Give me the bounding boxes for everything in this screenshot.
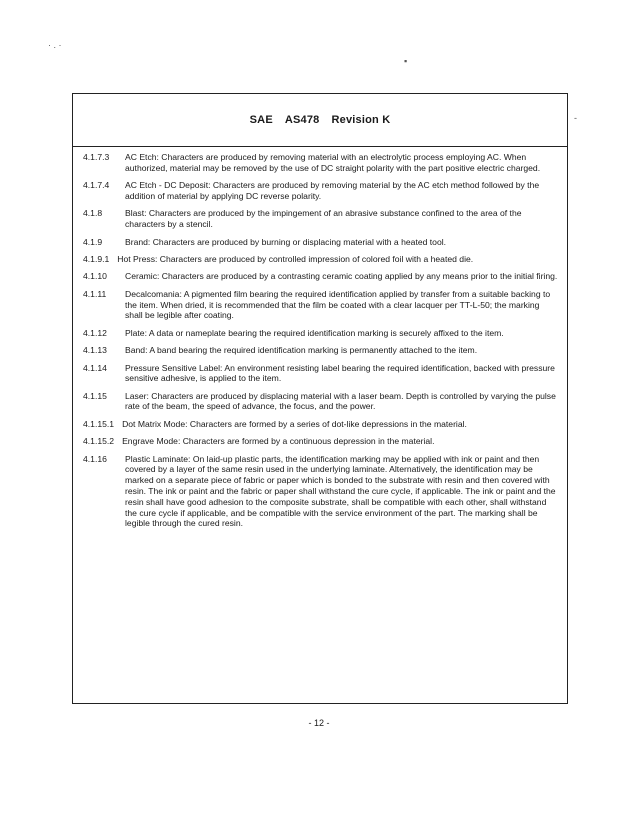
section-text: AC Etch - DC Deposit: Characters are produced by removing material by the AC etch method followed by the addition of material by applying DC reverse polarity. <box>125 180 540 201</box>
revision-label: Revision K <box>331 114 391 126</box>
section-list <box>83 152 559 536</box>
section-text: Decalcomania: A pigmented film bearing the required identification applied by transfer from a suitable backing to the item. When dried, it is recommended that the film be coated with a clear lacquer per TT-L-50; the marking shall be legible after coating. <box>125 288 551 321</box>
section-text: Engrave Mode: Characters are formed by a continuous depression in the material. <box>122 436 435 447</box>
section-number: 4.1.11 <box>83 288 107 299</box>
section-number: 4.1.14 <box>83 362 107 373</box>
section-4-1-10 <box>83 271 559 282</box>
section-text: Band: A band bearing the required identification marking is permanently attached to the item. <box>125 345 478 356</box>
section-4-1-15 <box>83 391 559 413</box>
section-4-1-16 <box>83 454 559 530</box>
section-text: Brand: Characters are produced by burning or displacing material with a heated tool. <box>125 236 447 247</box>
section-text: Plastic Laminate: On laid-up plastic parts, the identification marking may be applied with ink or paint and then covered by a layer of the same resin used in the underlying laminate. Alternatively, the identification may be marked on a separate piece of fabric or paper which is bonded to the substrate with resin and then covered with resin. The ink or paint and the fabric or paper shall withstand the cure cycle, if applicable. The ink or paint and the resin shall have good adhesion to the composite substrate, shall be compatible with each other, shall withstand the cure cycle if applicable, and be compatible with the service environment of the part. The marking shall be legible through the cured resin. <box>125 453 556 529</box>
section-text: AC Etch: Characters are produced by removing material with an electrolytic process employing AC. When authorized, material may be removed by the use of DC straight polarity with the part positive electric charged. <box>125 152 541 173</box>
section-text: Laser: Characters are produced by displacing material with a laser beam. Depth is controlled by varying the pulse rate of the beam, the speed of advance, the focus, and the power. <box>125 390 556 412</box>
section-number: 4.1.8 <box>83 208 103 219</box>
section-4-1-12 <box>83 328 559 339</box>
section-text: Pressure Sensitive Label: An environment resisting label bearing the required identification, backed with pressure sensitive adhesive, is applied to the item. <box>125 362 555 384</box>
section-text: Ceramic: Characters are produced by a contrasting ceramic coating applied by any means prior to the initial firing. <box>125 271 558 282</box>
section-number: 4.1.16 <box>83 453 107 464</box>
section-number: 4.1.15.2 <box>83 436 115 447</box>
section-number: 4.1.15.1 <box>83 418 115 429</box>
section-4-1-15-1 <box>83 419 559 430</box>
section-text: Dot Matrix Mode: Characters are formed by a series of dot-like depressions in the material. <box>122 418 467 429</box>
section-4-1-8 <box>83 208 559 230</box>
document-frame <box>72 93 568 704</box>
doc-number: AS478 <box>284 114 320 126</box>
section-number: 4.1.9.1 <box>83 253 110 264</box>
scan-speck: · . · <box>48 40 62 50</box>
section-text: Blast: Characters are produced by the impingement of an abrasive substance confined to the area of the characters by a stencil. <box>125 208 522 230</box>
section-4-1-15-2 <box>83 436 559 447</box>
section-number: 4.1.7.3 <box>83 152 110 162</box>
section-4-1-7-4 <box>83 180 559 202</box>
section-number: 4.1.15 <box>83 390 107 401</box>
document-header <box>73 94 567 147</box>
section-text: Plate: A data or nameplate bearing the required identification marking is securely affixed to the item. <box>125 327 504 338</box>
section-number: 4.1.9 <box>83 236 103 247</box>
section-4-1-14 <box>83 363 559 385</box>
section-text: Hot Press: Characters are produced by controlled impression of colored foil with a heated die. <box>117 253 474 264</box>
section-4-1-9 <box>83 237 559 248</box>
section-4-1-13 <box>83 345 559 356</box>
org-label: SAE <box>249 114 273 126</box>
section-number: 4.1.10 <box>83 271 107 282</box>
section-4-1-11 <box>83 289 559 321</box>
section-4-1-9-1 <box>83 254 559 265</box>
section-number: 4.1.7.4 <box>83 180 110 191</box>
section-4-1-7-3 <box>83 152 559 174</box>
scan-speck: ▪ <box>404 56 408 66</box>
section-number: 4.1.13 <box>83 345 107 356</box>
section-number: 4.1.12 <box>83 327 107 338</box>
scan-speck: - <box>574 113 577 123</box>
page-number: - 12 - <box>308 718 330 728</box>
